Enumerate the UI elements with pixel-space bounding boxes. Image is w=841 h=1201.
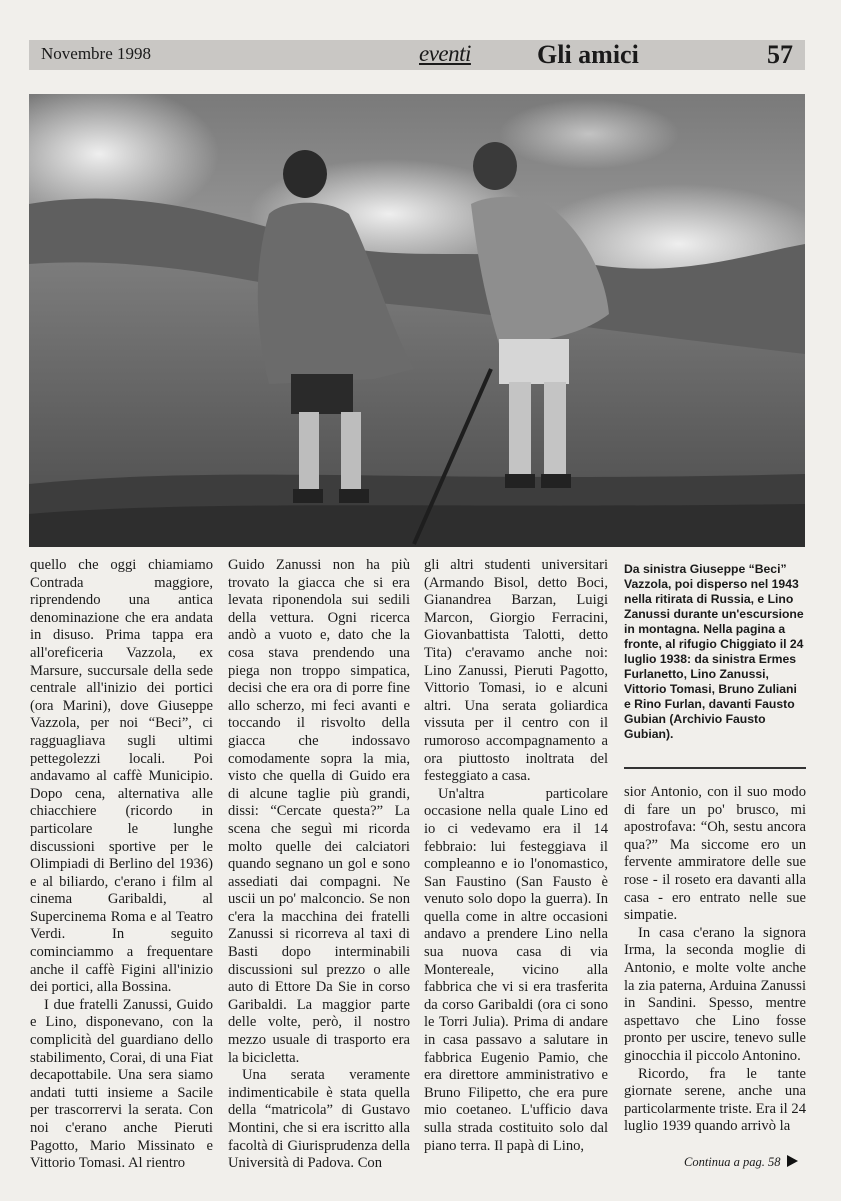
paragraph: Una serata veramente indimenticabile è stata quella della “matricola” di Gustavo Montini, che si era iscritto alla facoltà di Giurisprudenza della Università di Padova. Con — [228, 1067, 410, 1172]
triangle-right-icon — [787, 1155, 798, 1167]
magazine-logo: eventi — [419, 41, 471, 66]
page-header — [29, 40, 805, 70]
paragraph: I due fratelli Zanussi, Guido e Lino, disponevano, con la complicità del guardiano dello stabilimento, Corai, di una Fiat decapottabile. Una sera siamo andati tutti insieme a Sacile per trascorrervi la serata. Con noi c'erano anche Pieruti Pagotto, Mario Missinato e Vittorio Tomasi. Al rientro — [30, 996, 213, 1172]
photo-caption: Da sinistra Giuseppe “Beci” Vazzola, poi disperso nel 1943 nella ritirata di Russia, e Lino Zanussi durante un'escursione in montagna. Nella pagina a fronte, al rifugio Chiggiato il 24 luglio 1938: da sinistra Ermes Furlanetto, Lino Zanussi, Vittorio Tomasi, Bruno Zuliani e Rino Furlan, davanti Fausto Gubian (Archivio Fausto Gubian). — [624, 562, 804, 741]
issue-date: Novembre 1998 — [41, 44, 152, 63]
paragraph: sior Antonio, con il suo modo di fare un po' brusco, mi apostrofava: “Oh, sestu ancora qua?” Ma siccome ero un fervente ammiratore delle sue rose - il roseto era davanti alla casa - ero entrato nelle sue simpatie. — [624, 784, 806, 924]
paragraph: quello che oggi chiamiamo Contrada maggiore, riprendendo una antica denominazione che era andata in disuso. Prima tappa era all'oreficeria Vazzola, ex Marsure, succursale della sede centrale all'inizio dei portici (ora Marini), dove Giuseppe Vazzola, per noi “Beci”, ci ragguagliava sugli ultimi pettegolezzi locali. Poi andavamo al caffè Municipio. Dopo cena, alternativa alle chiacchiere (ricordo in particolare le lunghe discussioni sportive per le Olimpiadi di Berlino del 1936) e al biliardo, c'erano i film al cinema Garibaldi, al Supercinema Roma e al Teatro Verdi. In seguito cominciammo a frequentare anche il caffè Figini all'inizio dei portici, alla Bossina. — [30, 557, 213, 996]
caption-divider — [624, 767, 806, 769]
page-number: 57 — [767, 40, 793, 69]
article-column-1 — [30, 557, 213, 1173]
article-column-2 — [228, 557, 410, 1173]
paragraph: In casa c'erano la signora Irma, la seconda moglie di Antonio, e molte volte anche la zia paterna, Arduina Zanussi in Sandini. Spesso, mentre aspettavo che Lino fosse pronto per uscire, tenevo sulle ginocchia il piccolo Antonino. — [624, 924, 806, 1064]
article-column-4 — [624, 784, 806, 1136]
section-title: Gli amici — [537, 40, 639, 69]
paragraph: Ricordo, fra le tante giornate serene, anche una particolarmente triste. Era il 24 luglio 1939 quando arrivò la — [624, 1065, 806, 1135]
paragraph: gli altri studenti universitari (Armando Bisol, detto Boci, Gianandrea Barzan, Luigi Marcon, Giorgio Ferracini, Giovanbattista Talotti, detto Tita) c'eravamo anche noi: Lino Zanussi, Pieruti Pagotto, Vittorio Tomasi, io e alcuni altri. Una serata goliardica vissuta per il centro con il rumoroso accompagnamento a ora piuttosto inoltrata del festeggiato a casa. — [424, 557, 608, 785]
photo-two-men-mountain — [29, 94, 805, 547]
continued-note — [684, 1155, 798, 1170]
paragraph: Un'altra particolare occasione nella quale Lino ed io ci vedevamo era il 14 febbraio: lui festeggiava il compleanno e io l'onomastico, San Faustino (San Fausto è venuto solo dopo la guerra). In quella come in altre occasioni andavo a prendere Lino nella sua nuova casa di via Montereale, vicino alla fabbrica che vi si era trasferita da corso Garibaldi (ora ci sono le Torri Julia). Prima di andare in casa passavo a salutare in fabbrica Eugenio Pamio, che era direttore amministrativo e Bruno Filipetto, che era pure mio coetaneo. L'ufficio dava sulla strada costituito solo dal piano terra. Il papà di Lino, — [424, 785, 608, 1154]
photo-illustration — [29, 94, 805, 547]
continued-text: Continua a pag. 58 — [684, 1155, 781, 1169]
article-column-3 — [424, 557, 608, 1155]
paragraph: Guido Zanussi non ha più trovato la giacca che si era levata riponendola sui sedili della vettura. Ogni ricerca andò a vuoto e, dato che la cosa stava prendendo una piega non troppo simpatica, decisi che era ora di porre fine allo scherzo, mi feci avanti e toccando il risvolto della giacca che indossavo comodamente sopra la mia, visto che quella di Guido era di alcune taglie più grandi, dissi: “Cercate questa?” La scena che seguì mi ricorda molto quelle dei calciatori quando segnano un gol e sono assediati dai compagni. Ne uscii un po' malconcio. Se non c'era la macchina dei fratelli Zanussi si ricorreva al taxi di Basti dopo interminabili discussioni sul prezzo o alle auto di Ettore Da Sie in corso Garibaldi. La maggior parte delle volte, però, il nostro mezzo usuale di trasporto era la bicicletta. — [228, 557, 410, 1066]
